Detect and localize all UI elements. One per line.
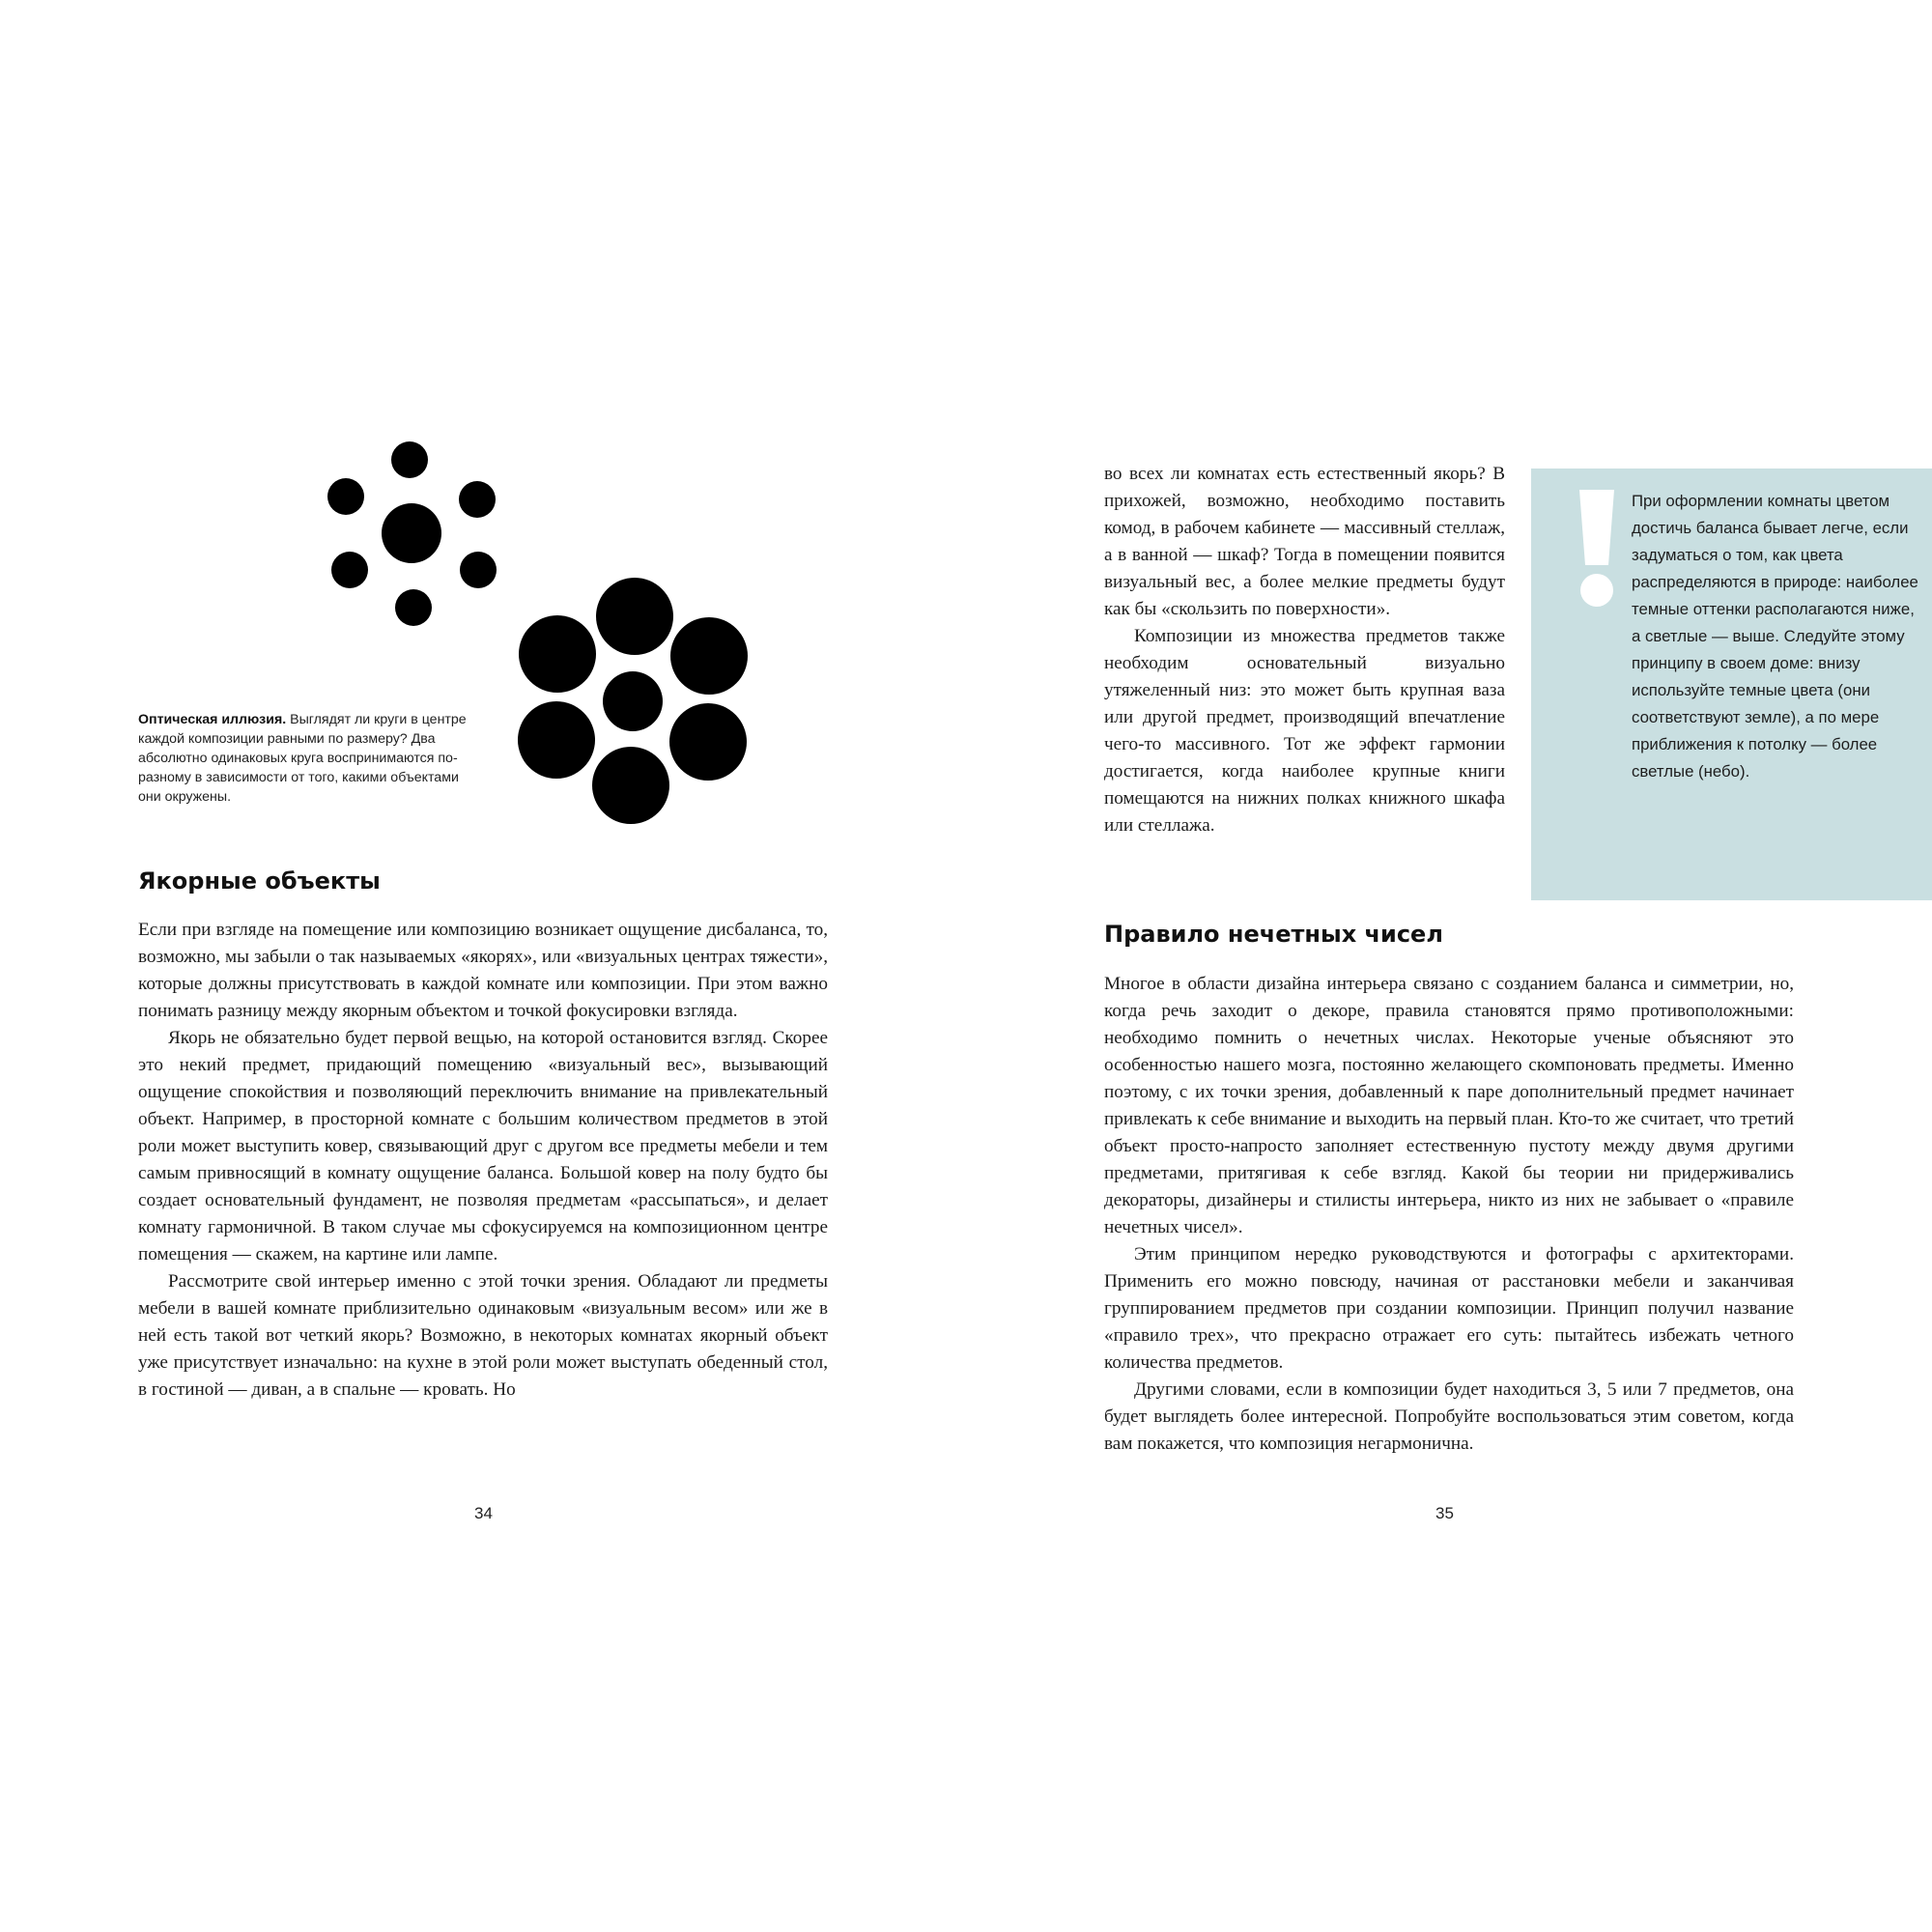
surround-circle-large bbox=[592, 747, 669, 824]
section-heading-odd-numbers: Правило нечетных чисел bbox=[1104, 921, 1443, 948]
left-body-column bbox=[138, 917, 828, 1404]
surround-circle-large bbox=[670, 617, 748, 695]
right-body-column bbox=[1104, 971, 1794, 1458]
surround-circle-small bbox=[331, 552, 368, 588]
surround-circle-small bbox=[395, 589, 432, 626]
section-heading-anchors: Якорные объекты bbox=[138, 867, 381, 895]
center-circle-small-group bbox=[382, 503, 441, 563]
caption-text: Выглядят ли круги в центре каждой композиции равными по размеру? Два абсолютно одинаковых круга воспринимаются по-разному в зависимости от того, какими объектами они окружены. bbox=[138, 712, 467, 805]
center-circle-large-group bbox=[603, 671, 663, 731]
surround-circle-small bbox=[459, 481, 496, 518]
illusion-caption bbox=[138, 710, 476, 807]
caption-title: Оптическая иллюзия. bbox=[138, 712, 287, 727]
paragraph: Другими словами, если в композиции будет находиться 3, 5 или 7 предметов, она будет выглядеть более интересной. Попробуйте воспользоваться этим советом, когда вам покажется, что композиция негармонична. bbox=[1104, 1379, 1794, 1454]
right-top-column bbox=[1104, 461, 1505, 839]
small-surround-composition bbox=[327, 441, 497, 626]
paragraph: Рассмотрите свой интерьер именно с этой точки зрения. Обладают ли предметы мебели в вашей комнате приблизительно одинаковым «визуальным весом» или же в ней есть такой вот четкий якорь? Возможно, в некоторых комнатах якорный объект уже присутствует изначально: на кухне в этой роли может выступать обеденный стол, в гостиной — диван, а в спальне — кровать. Но bbox=[138, 1271, 828, 1400]
surround-circle-large bbox=[596, 578, 673, 655]
paragraph: во всех ли комнатах есть естественный якорь? В прихожей, возможно, необходимо поставить комод, в рабочем кабинете — массивный стеллаж, а в ванной — шкаф? Тогда в помещении появится визуальный вес, а более мелкие предметы будут как бы «скользить по поверхности». bbox=[1104, 464, 1505, 619]
surround-circle-small bbox=[327, 478, 364, 515]
paragraph: Композиции из множества предметов также необходим основательный визуально утяжеленный низ: это может быть крупная ваза или другой предмет, производящий впечатление чего-то массивного. Тот же эффект гармонии достигается, когда наиболее крупные книги помещаются на нижних полках книжного шкафа или стеллажа. bbox=[1104, 626, 1505, 836]
exclamation-icon bbox=[1576, 490, 1618, 608]
paragraph: Этим принципом нередко руководствуются и фотографы с архитекторами. Применить его можно повсюду, начиная от расстановки мебели и заканчивая группированием предметов при создании композиции. Принцип получил название «правило трех», что прекрасно отражает его суть: пытайтесь избежать четного количества предметов. bbox=[1104, 1244, 1794, 1373]
surround-circle-small bbox=[391, 441, 428, 478]
tip-text: При оформлении комнаты цветом достичь баланса бывает легче, если задуматься о том, как цвета распределяются в природе: наиболее темные оттенки располагаются ниже, а светлые — выше. Следуйте этому принципу в своем доме: внизу используйте темные цвета (они соответствуют земле), а по мере приближения к потолку — более светлые (небо). bbox=[1632, 492, 1918, 781]
page-number-left: 34 bbox=[474, 1504, 493, 1522]
page-number-right: 35 bbox=[1435, 1504, 1454, 1522]
paragraph: Если при взгляде на помещение или композицию возникает ощущение дисбаланса, то, возможно, мы забыли о так называемых «якорях», или «визуальных центрах тяжести», которые должны присутствовать в каждой комнате или композиции. При этом важно понимать разницу между якорным объектом и точкой фокусировки взгляда. bbox=[138, 920, 828, 1021]
large-surround-composition bbox=[518, 578, 748, 824]
paragraph: Якорь не обязательно будет первой вещью, на которой остановится взгляд. Скорее это некий предмет, придающий помещению «визуальный вес», вызывающий ощущение спокойствия и позволяющий переключить внимание на привлекательный объект. Например, в просторной комнате с большим количеством предметов в этой роли может выступить ковер, связывающий друг с другом все предметы мебели и тем самым привносящий в комнату ощущение баланса. Большой ковер на полу будто бы создает основательный фундамент, не позволяя предметам «рассыпаться», и делает комнату гармоничной. В таком случае мы сфокусируемся на композиционном центре помещения — скажем, на картине или лампе. bbox=[138, 1028, 828, 1264]
surround-circle-small bbox=[460, 552, 497, 588]
surround-circle-large bbox=[518, 701, 595, 779]
tip-box bbox=[1531, 469, 1932, 900]
surround-circle-large bbox=[669, 703, 747, 781]
surround-circle-large bbox=[519, 615, 596, 693]
paragraph: Многое в области дизайна интерьера связано с созданием баланса и симметрии, но, когда речь заходит о декоре, правила становятся прямо противоположными: необходимо помнить о нечетных числах. Некоторые ученые объясняют это особенностью нашего мозга, постоянно желающего скомпоновать предметы. Именно поэтому, с их точки зрения, добавленный к паре дополнительный предмет начинает привлекать к себе внимание и выходить на первый план. Кто-то же считает, что третий объект просто-напросто заполняет естественную пустоту между двумя другими предметами, притягивая к себе взгляд. Какой бы теории ни придерживались декораторы, дизайнеры и стилисты интерьера, никто из них не забывает о «правиле нечетных чисел». bbox=[1104, 974, 1794, 1237]
